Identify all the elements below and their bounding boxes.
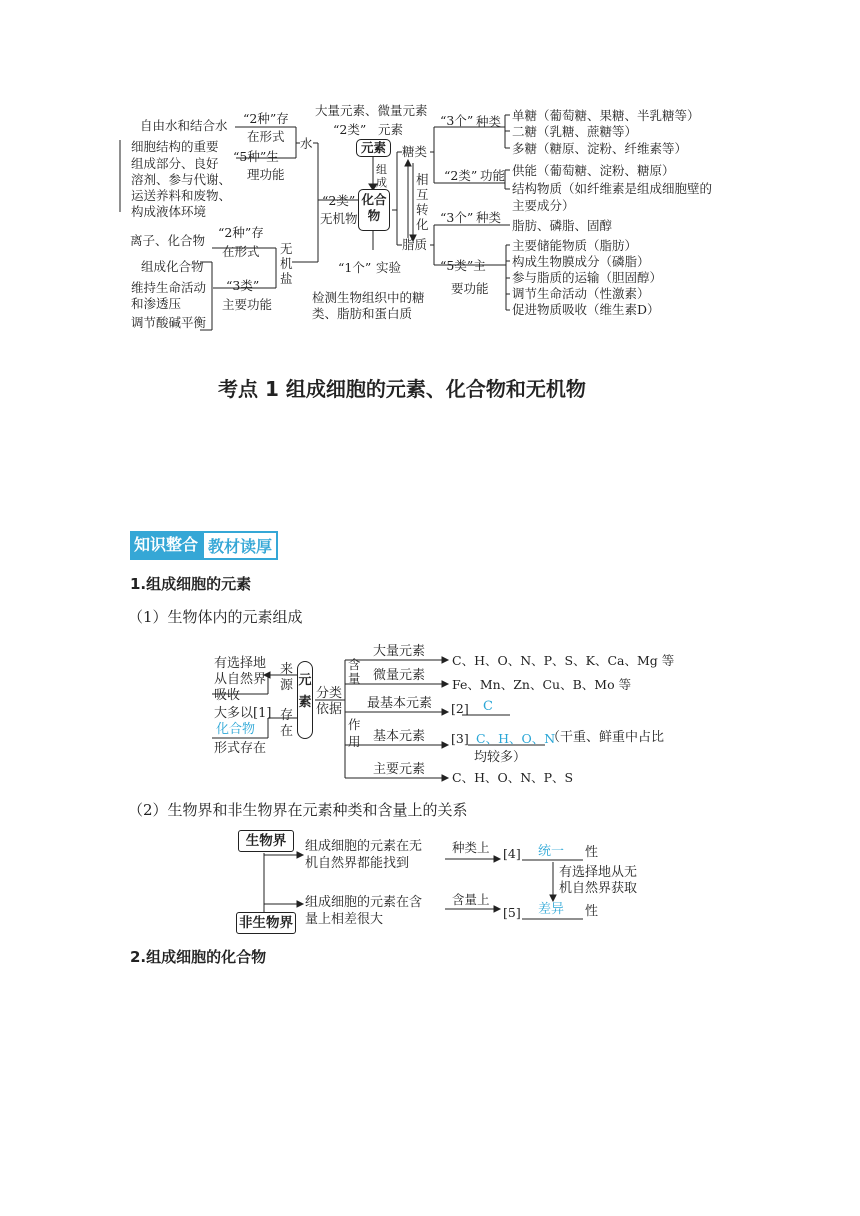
lipid-types-label: 种类 xyxy=(476,210,502,225)
sugar-func-1: 供能（葡萄糖、淀粉、糖原） xyxy=(512,163,675,178)
trace-elements: 微量元素 xyxy=(373,668,426,683)
elements-types: 大量元素、微量元素 xyxy=(315,103,428,118)
salt-func-label-2: 主要功能 xyxy=(222,297,273,312)
lipid-func-4: 调节生命活动（性激素） xyxy=(512,286,650,301)
salt-func-4: 调节酸碱平衡 xyxy=(131,315,207,330)
main-elements: 主要元素 xyxy=(373,762,426,777)
sugar-func-count: “2类” xyxy=(444,168,478,183)
relation-note-1: 有选择地从无 xyxy=(559,865,638,880)
lipid-types-count: “3个” xyxy=(440,210,474,225)
inorganic-label: 无机物 xyxy=(320,211,358,226)
xing-1: 性 xyxy=(585,845,599,860)
blank-2: [2] xyxy=(451,701,469,716)
heading-elements: 1.组成细胞的元素 xyxy=(130,575,252,593)
relation-upper-2: 机自然界都能找到 xyxy=(305,856,410,871)
elem-left-4: 大多以[1] xyxy=(214,706,272,721)
content-label: 含量 xyxy=(348,657,361,686)
badge-left: 知识整合 xyxy=(130,531,202,560)
salt-func-2: 维持生命活动 xyxy=(131,280,207,295)
lipid-func-3: 参与脂质的运输（胆固醇） xyxy=(512,270,663,285)
water-node: 水 xyxy=(300,136,313,151)
blank-3: [3] xyxy=(451,731,469,746)
blank-5: [5] xyxy=(503,905,521,920)
experiment-label: 实验 xyxy=(376,260,402,275)
elem-left-5: 形式存在 xyxy=(214,741,267,756)
amount-on-label: 含量上 xyxy=(452,892,490,907)
salt-node: 无机盐 xyxy=(280,241,293,286)
subheading-composition: （1）生物体内的元素组成 xyxy=(128,608,303,626)
answer-2: C xyxy=(483,699,493,714)
answer-5: 差异 xyxy=(538,902,565,917)
experiment-desc-2: 类、脂肪和蛋白质 xyxy=(312,306,413,321)
elem-left-2: 从自然界 xyxy=(214,672,267,687)
answer-1: 化合物 xyxy=(216,722,256,737)
sugar-func-2: 结构物质（如纤维素是组成细胞壁的 xyxy=(512,181,713,196)
sugar-types-label: 种类 xyxy=(476,114,502,129)
salt-forms: 离子、化合物 xyxy=(130,233,206,248)
experiment-desc-1: 检测生物组织中的糖 xyxy=(312,290,425,305)
sugar-node: 糖类 xyxy=(402,144,428,159)
salt-func-label: “3类” xyxy=(226,278,260,293)
inorganic-count: “2类” xyxy=(322,193,356,208)
compound-box: 化合物 xyxy=(358,189,390,231)
major-list: C、H、O、N、P、S、K、Ca、Mg 等 xyxy=(452,653,675,668)
sugar-type-1: 单糖（葡萄糖、果糖、半乳糖等） xyxy=(512,108,700,123)
lipid-func-1: 主要储能物质（脂肪） xyxy=(512,238,638,253)
bio-world-box: 生物界 xyxy=(238,830,294,852)
basic-note-2: 均较多） xyxy=(474,750,527,765)
blank-4: [4] xyxy=(503,846,521,861)
water-func-label-2: 理功能 xyxy=(247,167,285,182)
water-forms: 自由水和结合水 xyxy=(140,118,228,133)
badge-right: 教材读厚 xyxy=(202,531,278,560)
subheading-relation: （2）生物界和非生物界在元素种类和含量上的关系 xyxy=(128,801,468,819)
lipid-node: 脂质 xyxy=(402,237,428,252)
element-box: 元素 xyxy=(297,661,313,739)
major-elements: 大量元素 xyxy=(373,644,426,659)
elem-left-3: 吸收 xyxy=(214,688,241,703)
water-exist-label-2: 在形式 xyxy=(247,129,285,144)
mutual-label: 相互转化 xyxy=(416,172,429,232)
sugar-type-2: 二糖（乳糖、蔗糖等） xyxy=(512,124,638,139)
salt-func-1: 组成化合物 xyxy=(141,259,204,274)
sugar-func-label: 功能 xyxy=(480,168,506,183)
water-func-3: 溶剂、参与代谢、 xyxy=(131,172,232,187)
basic-note-1: （干重、鲜重中占比 xyxy=(547,730,665,745)
basis-label-2: 依据 xyxy=(316,702,343,717)
elem-left-1: 有选择地 xyxy=(214,656,267,671)
water-func-2: 组成部分、良好 xyxy=(131,156,219,171)
sugar-types-count: “3个” xyxy=(440,113,474,128)
relation-lower-2: 量上相差很大 xyxy=(305,912,384,927)
answer-3: C、H、O、N xyxy=(476,731,556,746)
lipid-func-2: 构成生物膜成分（磷脂） xyxy=(512,254,650,269)
xing-2: 性 xyxy=(585,904,599,919)
exist-label: 存在 xyxy=(280,708,294,739)
salt-exist-label-2: 在形式 xyxy=(222,244,260,259)
relation-note-2: 机自然界获取 xyxy=(559,881,638,896)
main-list: C、H、O、N、P、S xyxy=(452,770,574,785)
trace-list: Fe、Mn、Zn、Cu、B、Mo 等 xyxy=(452,677,632,692)
elements-label: 元素 xyxy=(378,122,404,137)
lipid-func-label: 要功能 xyxy=(451,281,489,296)
section-title: 考点 1 组成细胞的元素、化合物和无机物 xyxy=(218,377,586,401)
water-func-label: “5种”生 xyxy=(233,149,279,164)
salt-exist-label: “2种”存 xyxy=(218,225,264,240)
source-label: 来源 xyxy=(280,662,294,693)
salt-func-3: 和渗透压 xyxy=(131,296,182,311)
water-exist-label: “2种”存 xyxy=(243,111,289,126)
lipid-types: 脂肪、磷脂、固醇 xyxy=(512,218,613,233)
elements-2class: “2类” xyxy=(333,122,367,137)
relation-lower-1: 组成细胞的元素在含 xyxy=(305,895,423,910)
answer-4: 统一 xyxy=(538,844,565,859)
lipid-func-count: “5类”主 xyxy=(440,258,486,273)
heading-compounds: 2.组成细胞的化合物 xyxy=(130,948,267,966)
type-on-label: 种类上 xyxy=(452,840,490,855)
compose-label: 组成 xyxy=(376,163,387,189)
most-basic-element: 最基本元素 xyxy=(367,696,433,711)
lipid-func-5: 促进物质吸收（维生素D） xyxy=(512,302,660,317)
relation-upper-1: 组成细胞的元素在无 xyxy=(305,839,423,854)
sugar-type-3: 多糖（糖原、淀粉、纤维素等） xyxy=(512,141,688,156)
water-func-5: 构成液体环境 xyxy=(131,204,207,219)
elements-box: 元素 xyxy=(356,139,391,157)
water-func-4: 运送养料和废物、 xyxy=(131,188,232,203)
water-func-1: 细胞结构的重要 xyxy=(131,139,219,154)
basic-elements: 基本元素 xyxy=(373,729,426,744)
role-label: 作用 xyxy=(348,717,361,749)
experiment-count: “1个” xyxy=(338,260,372,275)
sugar-func-3: 主要成分） xyxy=(512,198,575,213)
basis-label-1: 分类 xyxy=(316,686,343,701)
nonbio-world-box: 非生物界 xyxy=(236,912,296,934)
